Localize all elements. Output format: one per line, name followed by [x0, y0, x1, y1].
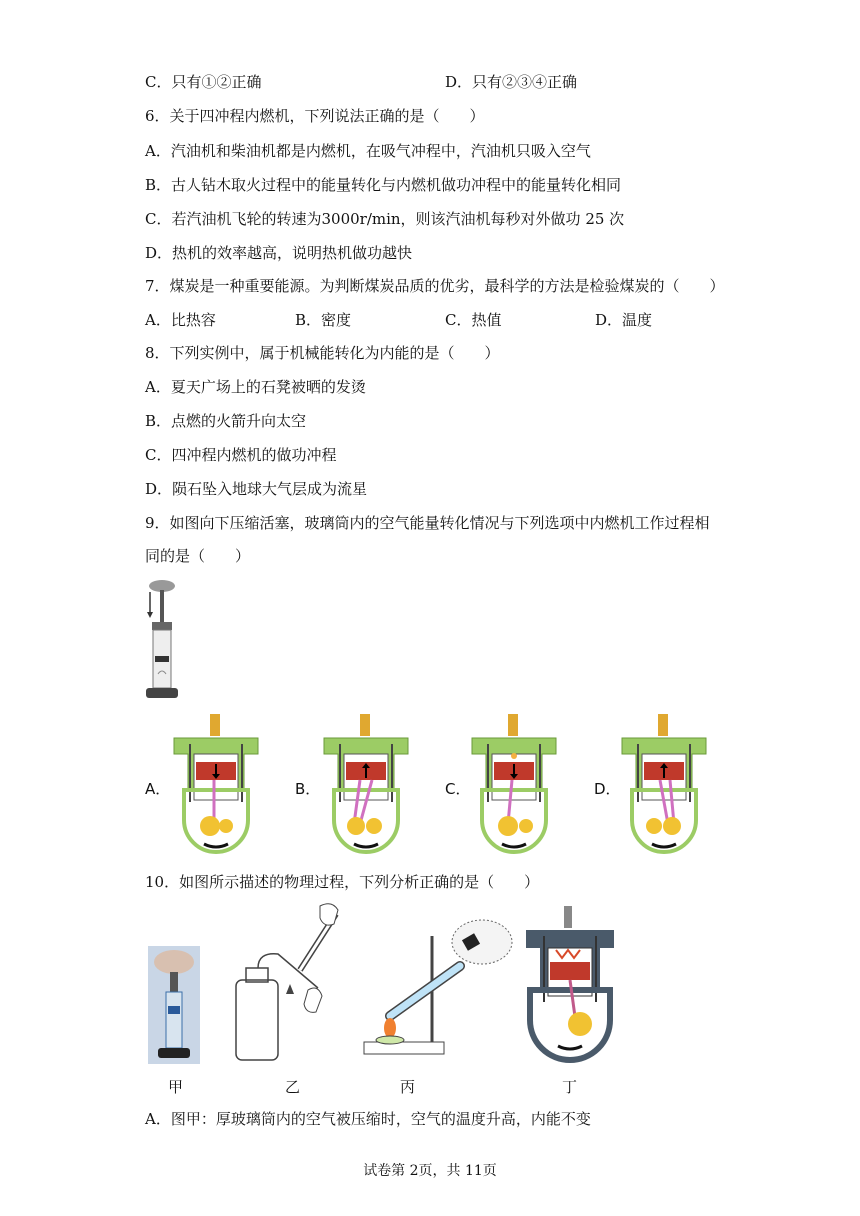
figure-label-ding: 丁 [562, 1078, 578, 1096]
q7-option-a: A．比热容 [145, 311, 216, 329]
engine-stroke-c-figure [468, 712, 560, 860]
q9-label-b: B． [295, 780, 321, 798]
hand-compress-cylinder-figure [148, 946, 200, 1064]
test-tube-heating-figure [360, 906, 518, 1062]
engine-ding-figure [520, 906, 620, 1066]
air-compression-cylinder-figure [140, 578, 190, 704]
q6-option-b: B．古人钻木取火过程中的能量转化与内燃机做功冲程中的能量转化相同 [145, 176, 622, 194]
bottle-pump-figure [228, 900, 358, 1066]
engine-stroke-b-figure [320, 712, 412, 860]
q9-label-d: D． [594, 780, 621, 798]
q7-option-c: C．热值 [445, 311, 502, 329]
page-footer: 试卷第 2页，共 11页 [363, 1163, 497, 1179]
figure-label-bing: 丙 [400, 1078, 416, 1096]
q9-stem-line2: 同的是（ ） [145, 547, 251, 565]
q8-option-d: D．陨石坠入地球大气层成为流星 [145, 480, 368, 498]
engine-stroke-a-figure [170, 712, 262, 860]
q6-stem: 6．关于四冲程内燃机，下列说法正确的是（ ） [145, 107, 485, 125]
q9-label-a: A． [145, 780, 171, 798]
q7-option-b: B．密度 [295, 311, 352, 329]
q5-option-d: D．只有②③④正确 [445, 73, 578, 91]
q10-option-a: A．图甲：厚玻璃筒内的空气被压缩时，空气的温度升高，内能不变 [145, 1110, 591, 1128]
q8-stem: 8．下列实例中，属于机械能转化为内能的是（ ） [145, 344, 500, 362]
q8-option-c: C．四冲程内燃机的做功冲程 [145, 446, 337, 464]
q9-stem-line1: 9．如图向下压缩活塞，玻璃筒内的空气能量转化情况与下列选项中内燃机工作过程相 [145, 514, 710, 532]
q6-option-a: A．汽油机和柴油机都是内燃机，在吸气冲程中，汽油机只吸入空气 [145, 142, 591, 160]
q9-label-c: C． [445, 780, 471, 798]
q8-option-a: A．夏天广场上的石凳被晒的发烫 [145, 378, 366, 396]
q10-stem: 10．如图所示描述的物理过程，下列分析正确的是（ ） [145, 873, 540, 891]
q7-option-d: D．温度 [595, 311, 653, 329]
engine-stroke-d-figure [618, 712, 710, 860]
q8-option-b: B．点燃的火箭升向太空 [145, 412, 307, 430]
q6-option-c: C．若汽油机飞轮的转速为3000r/min，则该汽油机每秒对外做功 25 次 [145, 210, 625, 228]
q6-option-d: D．热机的效率越高，说明热机做功越快 [145, 244, 413, 262]
q5-option-c: C．只有①②正确 [145, 73, 262, 91]
figure-label-jia: 甲 [168, 1078, 184, 1096]
q7-stem: 7．煤炭是一种重要能源。为判断煤炭品质的优劣，最科学的方法是检验煤炭的（ ） [145, 277, 725, 295]
figure-label-yi: 乙 [285, 1078, 301, 1096]
